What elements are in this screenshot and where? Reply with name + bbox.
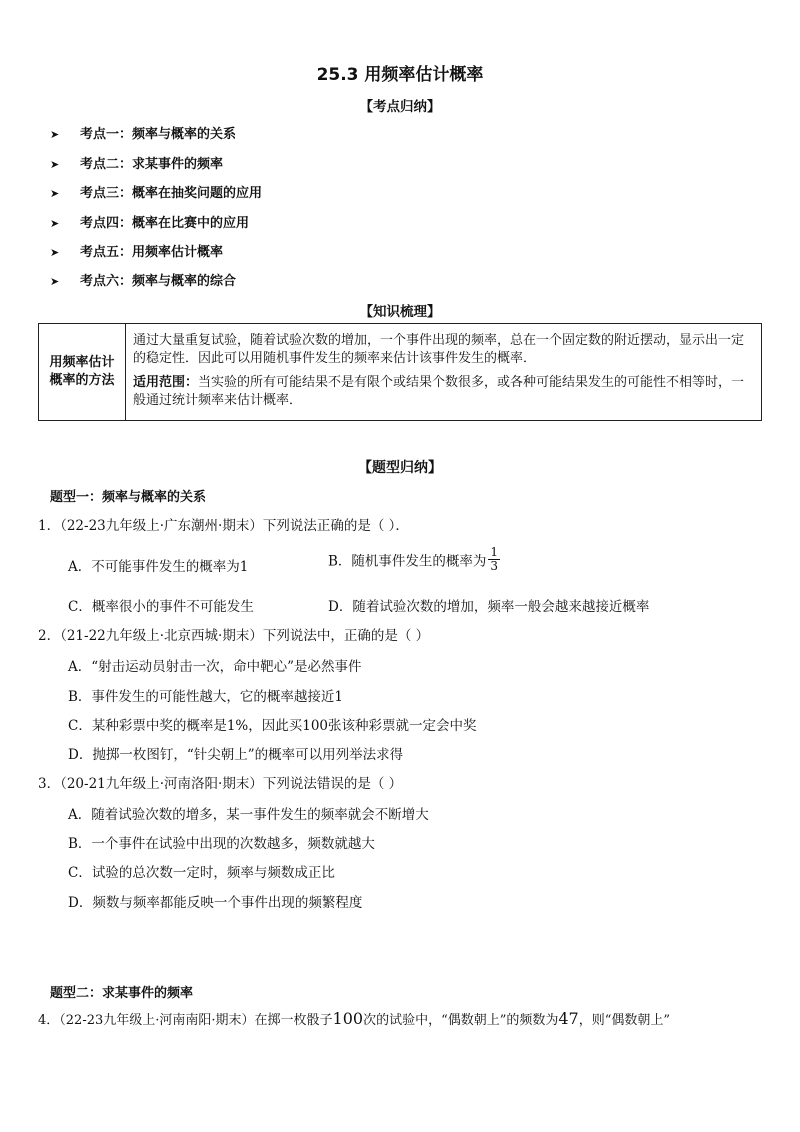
fraction: $\frac{1}{3}$ [490, 545, 499, 573]
question-stem: 4．（22-23九年级上·河南南阳·期末）在掷一枚骰子100次的试验中，“偶数朝上”的频数为47，则“偶数朝上” [38, 1009, 671, 1028]
arrow-icon: ➤ [50, 128, 60, 141]
option-d: D．抛掷一枚图钉，“针尖朝上”的概率可以用列举法求得 [68, 747, 404, 763]
table-left-cell: 用频率估计 概率的方法 [39, 324, 126, 420]
option-a: A．不可能事件发生的概率为1 [68, 559, 249, 575]
arrow-icon: ➤ [50, 275, 60, 288]
kaodian-item: ➤ 考点一：频率与概率的关系 [50, 127, 237, 142]
option-b: B．事件发生的可能性越大，它的概率越接近1 [68, 689, 344, 705]
arrow-icon: ➤ [50, 187, 60, 200]
option-d: D．随着试验次数的增加，频率一般会越来越接近概率 [328, 599, 650, 615]
option-c: C．试验的总次数一定时，频率与频数成正比 [68, 865, 335, 881]
question-type-heading: 题型一：频率与概率的关系 [50, 490, 207, 505]
option-c: C．概率很小的事件不可能发生 [68, 599, 254, 615]
knowledge-table [38, 323, 762, 421]
arrow-icon: ➤ [50, 217, 60, 230]
kaodian-item: ➤ 考点五：用频率估计概率 [50, 245, 224, 260]
kaodian-item: ➤ 考点三：概率在抽奖问题的应用 [50, 186, 263, 201]
page-title: 25.3 用频率估计概率 [316, 65, 484, 85]
question-type-heading: 题型二：求某事件的频率 [50, 986, 194, 1001]
method-description: 通过大量重复试验，随着试验次数的增加，一个事件出现的频率，总在一个固定数的附近摆动，显示出一定的稳定性．因此可以用随机事件发生的频率来估计该事件发生的概率． [133, 333, 745, 366]
option-a: A．“射击运动员射击一次，命中靶心”是必然事件 [68, 659, 362, 675]
scope-paragraph: 适用范围：当实验的所有可能结果不是有限个或结果个数很多，或各种可能结果发生的可能性不相等时，一般通过统计频率来估计概率． [133, 375, 745, 408]
tixing-header: 【题型归纳】 [358, 460, 442, 476]
arrow-icon: ➤ [50, 158, 60, 171]
question-stem: 3．（20-21九年级上·河南洛阳·期末）下列说法错误的是（ ） [38, 776, 403, 792]
zhishi-header: 【知识梳理】 [359, 304, 441, 320]
question-stem: 2．（21-22九年级上·北京西城·期末）下列说法中，正确的是（ ） [38, 628, 430, 644]
question-stem: 1．（22-23九年级上·广东潮州·期末）下列说法正确的是（ ）． [38, 518, 409, 534]
kaodian-item: ➤ 考点六：频率与概率的综合 [50, 274, 237, 289]
arrow-icon: ➤ [50, 246, 60, 259]
kaodian-header: 【考点归纳】 [359, 99, 441, 115]
table-right-cell [133, 332, 755, 416]
kaodian-item: ➤ 考点四：概率在比赛中的应用 [50, 216, 250, 231]
option-c: C．某种彩票中奖的概率是1%，因此买100张该种彩票就一定会中奖 [68, 718, 477, 734]
kaodian-item: ➤ 考点二：求某事件的频率 [50, 157, 224, 172]
option-b: B．一个事件在试验中出现的次数越多，频数就越大 [68, 836, 375, 852]
option-b: B．随机事件发生的概率为 $\frac{1}{3}$ [328, 545, 499, 573]
option-d: D．频数与频率都能反映一个事件出现的频繁程度 [68, 895, 363, 911]
option-a: A．随着试验次数的增多，某一事件发生的频率就会不断增大 [68, 807, 429, 823]
